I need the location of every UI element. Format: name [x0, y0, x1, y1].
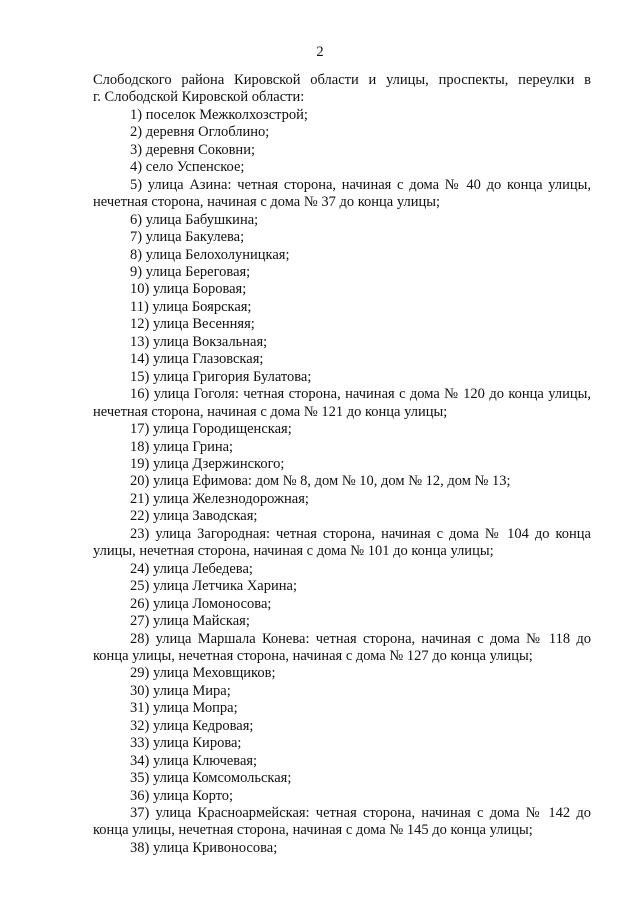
list-item: 10) улица Боровая;: [130, 281, 247, 298]
list-item: 21) улица Железнодорожная;: [130, 490, 309, 507]
list-item: 3) деревня Соковни;: [130, 141, 255, 158]
list-item: 5) улица Азина: четная сторона, начиная с дома № 40 до конца улицы, нечетная сторона, начиная с дома № 37 до конца улицы;: [93, 176, 591, 211]
list-item: 32) улица Кедровая;: [130, 717, 254, 734]
list-item: 15) улица Григория Булатова;: [130, 368, 312, 385]
list-item: 24) улица Лебедева;: [130, 560, 253, 577]
intro-line-1: Слободского района Кировской области и улицы, проспекты, переулки в: [93, 72, 591, 88]
list-item: 31) улица Мопра;: [130, 700, 238, 717]
list-item: 1) поселок Межколхозстрой;: [130, 106, 308, 123]
list-item: 25) улица Летчика Харина;: [130, 578, 297, 595]
list-item: 37) улица Красноармейская: четная сторона, начиная с дома № 142 до конца улицы, нечетная сторона, начиная с дома № 145 до конца улицы;: [93, 805, 591, 839]
list-item: 20) улица Ефимова: дом № 8, дом № 10, дом № 12, дом № 13;: [130, 473, 511, 490]
list-item: 33) улица Кирова;: [130, 735, 242, 752]
document-body: [93, 72, 591, 857]
list-item: 23) улица Загородная: четная сторона, начиная с дома № 104 до конца улицы, нечетная сторона, начиная с дома № 101 до конца улицы;: [93, 525, 591, 560]
list-item: 28) улица Маршала Конева: четная сторона, начиная с дома № 118 до конца улицы, нечетная сторона, начиная с дома № 127 до конца улицы;: [93, 630, 591, 664]
list-item: 18) улица Грина;: [130, 438, 234, 455]
list-item: 12) улица Весенняя;: [130, 316, 255, 333]
list-item: 16) улица Гоголя: четная сторона, начиная с дома № 120 до конца улицы, нечетная сторона, начиная с дома № 121 до конца улицы;: [93, 386, 591, 420]
list-item: 19) улица Дзержинского;: [130, 455, 285, 472]
list-item: 8) улица Белохолуницкая;: [130, 246, 290, 263]
list-item: 30) улица Мира;: [130, 682, 231, 699]
list-item: 36) улица Корто;: [130, 787, 234, 804]
list-item: 35) улица Комсомольская;: [130, 770, 292, 787]
list-item: 2) деревня Оглоблино;: [130, 124, 270, 141]
list-item: 6) улица Бабушкина;: [130, 211, 259, 228]
list-item: 4) село Успенское;: [130, 159, 245, 176]
list-item: 13) улица Вокзальная;: [130, 333, 268, 350]
list-item: 14) улица Глазовская;: [130, 351, 264, 368]
list-item: 11) улица Боярская;: [130, 298, 252, 315]
page-number: 2: [316, 44, 324, 60]
list-item: 9) улица Береговая;: [130, 263, 251, 280]
list-item: 29) улица Меховщиков;: [130, 665, 276, 682]
intro-line-2: г. Слободской Кировской области:: [93, 89, 305, 106]
list-item: 7) улица Бакулева;: [130, 229, 245, 246]
list-item: 27) улица Майская;: [130, 613, 250, 630]
list-item: 22) улица Заводская;: [130, 508, 258, 525]
list-item: 26) улица Ломоносова;: [130, 595, 272, 612]
list-item: 38) улица Кривоносова;: [130, 839, 278, 856]
list-item: 17) улица Городищенская;: [130, 421, 292, 438]
list-item: 34) улица Ключевая;: [130, 752, 258, 769]
